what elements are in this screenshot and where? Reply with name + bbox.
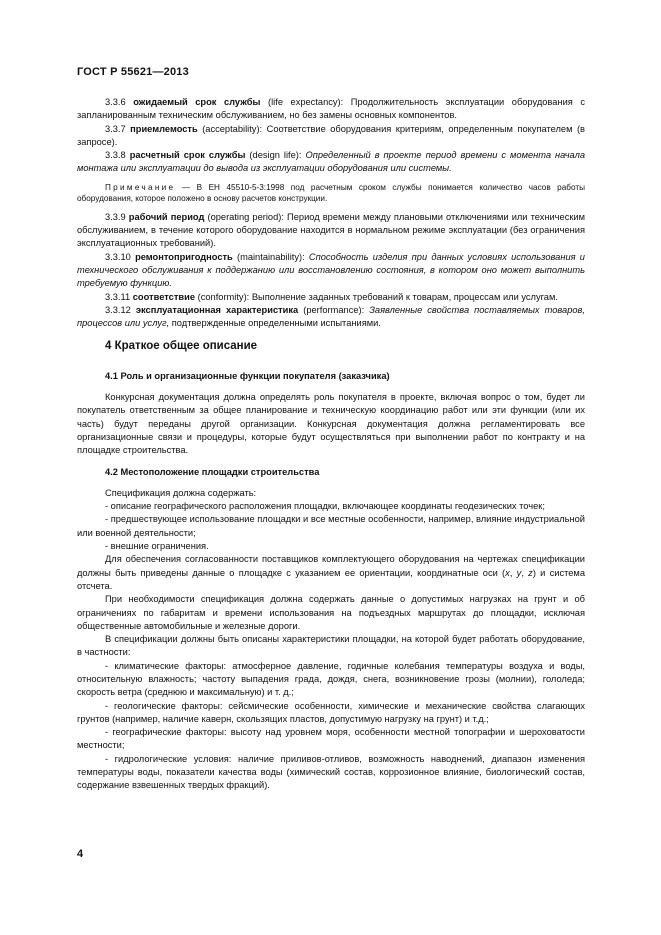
definition-text: Заявленные свойства поставляемых товаров, процессов или услуг, [77,304,585,329]
definition-number: 3.3.11 [105,291,131,302]
paragraph-4-1: Конкурсная документация должна определять роль покупателя в проекте, включая вопрос о том, будет ли покупатель ответственным за общее планирование и техническую координацию работ или эти функции (или их часть) будут переданы другой организации. Конкурсная документация должна регламентировать все организационные связи и процедуры, которые будут осуществляться при выполнении работ по контракту и на площадке строительства. [77,392,585,456]
list-item: - климатические факторы: атмосферное давление, годичные колебания температуры воздуха и воды, относительную влажность; частоту выпадения града, дождя, снега, возникновение грозы (молнии), гололеда; скорость ветра (среднюю и максимальную) и т. д.; [77,660,585,698]
definition-term: ожидаемый срок службы [133,97,261,107]
definition-term: эксплуатационная характеристика [135,304,299,315]
coord-x: x [505,567,510,578]
page-number: 4 [77,848,84,860]
list-item: - гидрологические условия: наличие приливов-отливов, возможность наводнений, диапазон изменения температуры воды, показатели качества воды (химический состав, коррозионное влияние, биологический состав, содержание взвешенных твердых фракций). [77,753,585,791]
definition-text: Соответствие оборудования критериям, определенным покупателем (в запросе). [77,123,585,147]
coord-z: z [528,567,533,578]
definition-english: (maintainability): [236,251,305,262]
definition-term: приемлемость [130,123,198,134]
paragraph-coordinates [77,553,585,593]
definition-number: 3.3.12 [105,304,131,315]
list-item: - географические факторы: высоту над уровнем моря, особенности местной топографии и шероховатости местности; [77,727,585,751]
definition-english: (operating period): [207,211,284,222]
definition-text: Период времени между плановыми отключениями или техническим обслуживанием, в течение которого оборудование находится в нормальном режиме эксплуатации (без ограничения эксплуатационных требований). [77,211,585,249]
coord-y: y [516,567,522,578]
definition-number: 3.3.7 [105,123,126,134]
definition-3-3-8 [77,149,585,176]
definition-3-3-9 [77,211,585,251]
definition-3-3-10 [77,251,585,291]
definition-3-3-7 [77,123,585,150]
definition-english: (conformity): [197,291,250,302]
spec-intro: Спецификация должна содержать: [105,487,257,498]
note [77,182,585,205]
note-text: — В ЕН 45510-5-3:1998 под расчетным сроком службы понимается количество часов работы оборудования, которое положено в основу расчетов конструкции. [77,182,585,204]
subsection-heading-4-1: 4.1 Роль и организационные функции покупателя (заказчика) [105,370,390,381]
definition-english: (design life): [249,150,302,161]
definition-number: 3.3.6 [105,97,126,107]
definition-number: 3.3.8 [105,150,126,161]
definition-text: Способность изделия при данных условиях использования и технического обслуживания к поддержанию или восстановлению состояния, в котором оно может выполнить требуемую функцию. [77,251,585,289]
list-item: - геологические факторы: сейсмические особенности, химические и механические свойства слагающих грунтов (например, наличие каверн, скользящих пластов, допустимую нагрузку на грунт) и т.д.; [77,700,585,724]
list-item: - предшествующее использование площадки и все местные особенности, например, влияние индустриальной или военной деятельности; [77,514,585,538]
coords-text-a: Для обеспечения согласованности поставщиков комплектующего оборудования на чертежах спецификации должны быть приведены данные о площадке с указанием ее ориентации, координатные оси ( [77,554,585,578]
coords-sep: , [521,567,529,578]
paragraph-site: В спецификации должны быть описаны характеристики площадки, на которой будет работать оборудование, в частности: [77,634,585,658]
definition-term: рабочий период [128,211,205,222]
paragraph-loads: При необходимости спецификация должна содержать данные о допустимых нагрузках на грунт и об ограничениях по габаритам и времени использования на подъездных маршрутах до площадки, исключая общественные автомобильные и железные дороги. [77,594,585,631]
definition-3-3-12 [77,304,585,331]
list-item: - внешние ограничения. [105,541,209,552]
definition-english: (performance): [303,304,365,315]
coords-text-b: ) и система отсчета. [77,567,585,591]
section-heading-4: 4 Краткое общее описание [105,340,258,353]
document-header: ГОСТ Р 55621—2013 [77,66,189,78]
definition-text: Определенный в проекте период времени с момента начала монтажа или эксплуатации до вывода из эксплуатации оборудования или системы. [77,150,586,174]
definition-text-tail: подтвержденные определенными испытаниями. [171,318,381,329]
list-item: - описание географического расположения площадки, включающее координаты геодезических точек; [105,501,545,512]
definition-number: 3.3.10 [105,251,131,262]
document-body [77,96,585,793]
coords-sep: , [509,567,517,578]
definition-3-3-11 [77,291,585,304]
definition-term: ремонтопригодность [135,251,233,262]
definition-text: Продолжительность эксплуатации оборудования с запланированным техническим обслуживанием, но без замены основных компонентов. [77,97,585,121]
definition-3-3-6 [77,96,585,123]
definition-english: (acceptability): [202,123,263,134]
definition-text: Выполнение заданных требований к товарам, процессам или услугам. [251,291,558,302]
definition-number: 3.3.9 [105,211,126,222]
definition-term: расчетный срок службы [129,150,246,161]
definition-term: соответствие [132,291,196,302]
definition-english: (life expectancy): [268,97,344,107]
subsection-heading-4-2: 4.2 Местоположение площадки строительства [105,466,320,477]
note-label: Примечание [105,182,176,192]
